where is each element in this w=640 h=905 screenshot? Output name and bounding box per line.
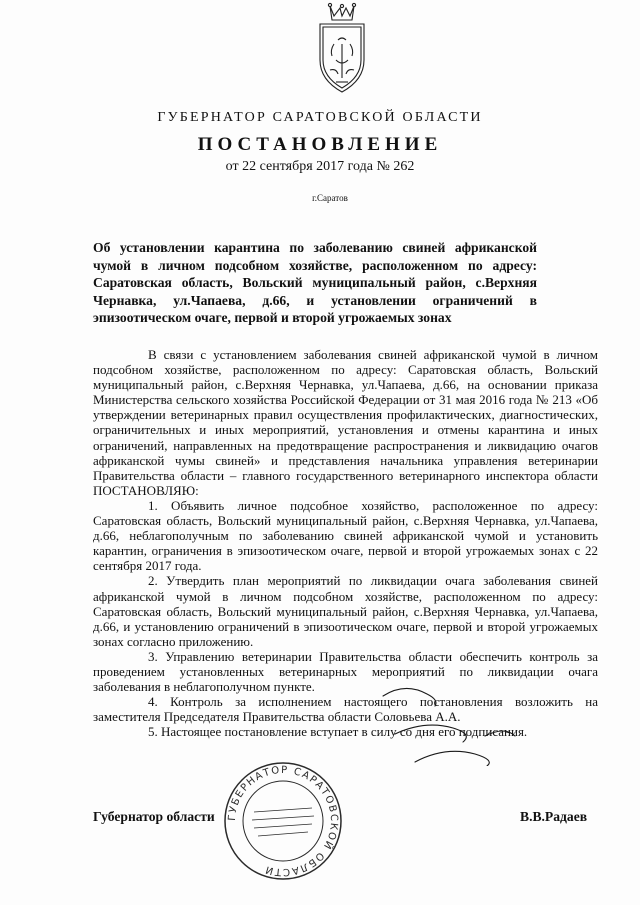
- clause-4: 4. Контроль за исполнением настоящего постановления возложить на заместителя Председателя Правительства области Соловьева А.А.: [93, 694, 598, 725]
- regional-coat-of-arms-icon: [300, 0, 384, 98]
- clause-2: 2. Утвердить план мероприятий по ликвидации очага заболевания свиней африканской чумой в личном подсобном хозяйстве, расположенном по адресу: Саратовская область, Вольский муниципальный район, с.Верхняя Чернавка, ул.Чапаева, д.66, и установлению ограничений в эпизоотическом очаге, первой и второй угрожаемых зонах согласно приложению.: [93, 573, 598, 649]
- official-seal-stamp: [222, 760, 344, 882]
- document-type: ПОСТАНОВЛЕНИЕ: [197, 134, 443, 155]
- document-city: г.Саратов: [312, 193, 348, 203]
- preamble-paragraph: В связи с установлением заболевания свиней африканской чумой в личном подсобном хозяйстве, расположенном по адресу: Саратовская область, Вольский муниципальный район, с.Верхняя Чернавка, ул.Чапаева, д.66, на основании приказа Министерства сельского хозяйства Российской Федерации от 31 мая 2016 года № 213 «Об утверждении ветеринарных правил осуществления профилактических, диагностических, ограничительных и иных мероприятий, установления и отмены карантина и иных ограничений, направленных на предотвращение распространения и ликвидацию очагов африканской чумы свиней» и представления начальника управления ветеринарии Правительства области – главного государственного ветеринарного инспектора области ПОСТАНОВЛЯЮ:: [93, 347, 598, 498]
- clause-1: 1. Объявить личное подсобное хозяйство, расположенное по адресу: Саратовская область, Вольский муниципальный район, с.Верхняя Чернавка, ул.Чапаева, д.66, неблагополучным по заболеванию свиней африканской чумой и установить карантин, ограничения в эпизоотическом очаге, первой и второй угрожаемых зонах с 22 сентября 2017 года.: [93, 497, 598, 574]
- signatory-name: В.В.Радаев: [520, 809, 588, 824]
- clause-3: 3. Управлению ветеринарии Правительства области обеспечить контроль за проведением установленных ветеринарных мероприятий по ликвидации очага заболевания в неблагополучном пункте.: [93, 648, 598, 695]
- clause-5: 5. Настоящее постановление вступает в силу со дня его подписания.: [148, 724, 528, 740]
- seal-ring-text: ГУБЕРНАТОР САРАТОВСКОЙ ОБЛАСТИ: [226, 764, 340, 878]
- handwritten-signature: [375, 676, 535, 766]
- document-title: Об установлении карантина по заболеванию свиней африканской чумой в личном подсобном хозяйстве, расположенном по адресу: Саратовская область, Вольский муниципальный район, с.Верхняя Чернавка, ул.Чапаева, д.66, и установлении ограничений в эпизоотическом очаге, первой и второй угрожаемых зонах: [93, 240, 537, 325]
- document-date-number: от 22 сентября 2017 года № 262: [225, 159, 415, 174]
- signatory-position: Губернатор области: [93, 809, 215, 824]
- svg-text:ГУБЕРНАТОР САРАТОВСКОЙ ОБЛАСТИ: [227, 765, 339, 877]
- issuing-authority: ГУБЕРНАТОР САРАТОВСКОЙ ОБЛАСТИ: [157, 110, 483, 125]
